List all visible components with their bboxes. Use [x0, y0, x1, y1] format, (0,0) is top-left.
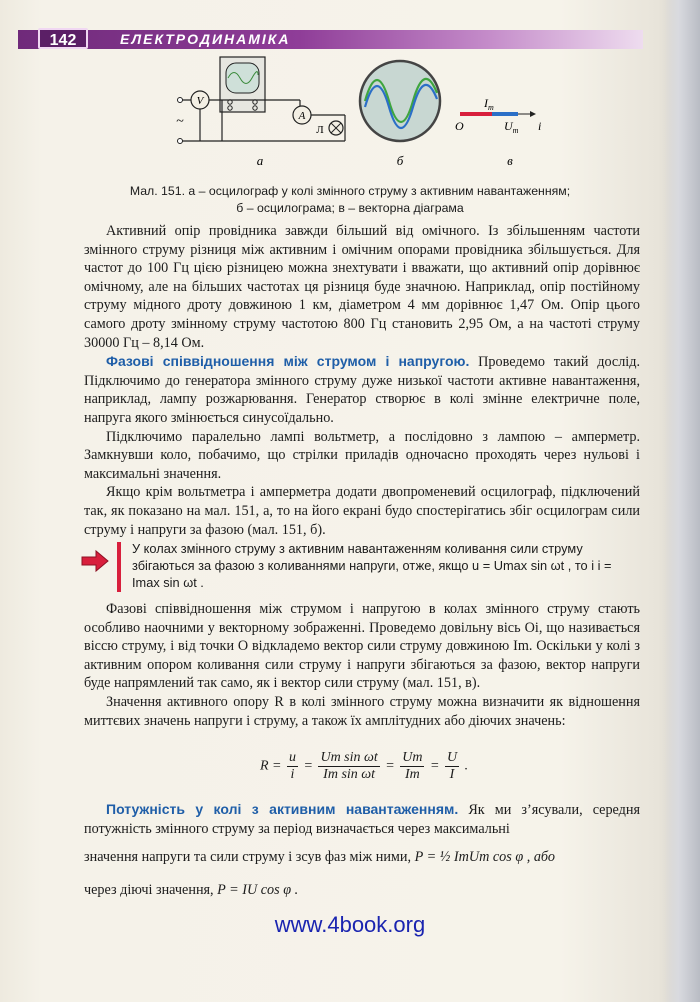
note-accent-bar	[117, 542, 121, 592]
figure-letter-c: в	[507, 153, 513, 168]
circuit-diagram	[176, 57, 345, 144]
paragraph-voltmeter: Підключимо паралельно лампі вольтметр, а послідовно з лампою – амперметр. Замкнувши коло, побачимо, що стрілки приладів одночасно проходять через нульові і максимальні значення.	[84, 428, 640, 482]
oscilloscope-screen	[226, 63, 259, 93]
note-text: У колах змінного струму з активним навантаженням коливання сили струму збігаються за фазою з коливаннями напруги, отже, якщо u = Umax sin ωt , то і i = Imax sin ωt .	[132, 541, 612, 590]
figure-letter-a: а	[256, 153, 264, 168]
lamp-label: Л	[316, 124, 324, 136]
oscillogram	[360, 61, 440, 141]
website-watermark: www.4book.org	[274, 912, 426, 937]
ammeter-label: A	[298, 110, 306, 122]
axis-label: i	[538, 119, 542, 133]
paragraph-effective-power	[84, 881, 640, 900]
section-title: ЕЛЕКТРОДИНАМІКА	[120, 31, 291, 47]
fraction-sin: $\frac{\text{Um sin ωt}}{\text{Im sin ωt}}$	[320, 750, 378, 782]
paragraph-power	[84, 800, 640, 838]
phase-experiment-text: Проведемо такий дослід. Підключимо до генератора змінного струму дуже низької частоти активне навантаження, наприклад, лампу розжарювання. Генератор створює в колі змінне електричне поле, напруга якого змінюється синусоїдально.	[84, 354, 640, 426]
fraction-effective: $\frac{U}{I}$	[446, 750, 458, 782]
current-vector-label: $I_m$	[484, 96, 494, 112]
effective-power-text: через діючі значення,	[84, 881, 214, 898]
heading-phase-relations: Фазові співвідношення між струмом і напругою.	[106, 353, 470, 370]
caption-line-1: Мал. 151. а – осцилограф у колі змінного струму з активним навантаженням;	[129, 184, 571, 198]
ac-source-symbol: ~	[176, 114, 184, 129]
paragraph-active-resistance: Значення активного опору R в колі змінного струму можна визначити як відношення миттєвих значень напруги і струму, а також їх амплітудних або діючих значень:	[84, 693, 640, 729]
power-formula-text: значення напруги та сили струму і зсув фаз між ними,	[84, 849, 412, 866]
vector-diagram	[455, 96, 541, 135]
figure-caption	[60, 183, 640, 217]
fraction-amplitudes: $\frac{Um}{Im}$	[402, 750, 423, 782]
key-note-box	[80, 540, 640, 596]
paragraph-vector: Фазові співвідношення між струмом і напругою в колах змінного струму стають особливо наочними у векторному зображенні. Проведемо довільну вісь Oi, що називається віссю струму, і від точки O відкладемо вектор сили струму довжиною Im. Оскільки у колі з активним опором коливання сили струму і напруги збігаються за фазою, вектор напруги буде напрямлений так само, як і вектор сили струму (мал. 151, в).	[84, 601, 640, 692]
formula-lhs: R =	[260, 758, 282, 774]
paragraph-oscillograph: Якщо крім вольтметра і амперметра додати двопроменевий осцилограф, підключений так, як показано на мал. 151, а, то на його екрані будо спостерігатись збіг осцилограм сили струму і напруги за фазою (мал. 151, б).	[84, 484, 640, 538]
heading-power: Потужність у колі з активним навантаженням.	[106, 801, 459, 817]
main-text-block-1	[84, 222, 640, 539]
resistance-formula: R = $\frac{u}{i}$ = $\frac{\text{Um sin ωt}}{\text{Im sin ωt}}$ = $\frac{Um}{Im}$ = $\frac{U}{I}$ .	[260, 750, 469, 782]
paragraph-resistance: Активний опір провідника завжди більший від омічного. Із збільшенням частоти змінного струму різниця між активним і омічним опорами провідника збільшується. Для частот до 100 Гц цією різницею можна знехтувати і вважати, що активний опір дорівнює омічному, але на більших частотах ця різниця буде значною. Наприклад, опір постійному струму мідного дроту довжиною 1 км, діаметром 4 мм дорівнює 1,47 Ом. Опір цього самого дроту змінному струму частотою 800 Гц становить 2,95 Ом, а на частоті струму 30000 Гц – 8,14 Ом.	[84, 223, 640, 351]
caption-line-2: б – осцилограма; в – векторна діаграма	[236, 201, 464, 215]
pointing-hand-icon	[80, 548, 110, 574]
oscillogram-screen	[360, 61, 440, 141]
voltage-vector-label: $U_m$	[504, 119, 519, 135]
power-text: Як ми з’ясували, середня потужність змінного струму за період визначається через максимальні	[84, 802, 640, 837]
effective-power-formula: P = IU cos φ .	[217, 881, 299, 898]
main-text-block-3	[84, 800, 640, 899]
figure-151	[160, 55, 560, 185]
page-number: 142	[38, 28, 88, 49]
paragraph-phase-experiment	[84, 352, 640, 427]
origin-label: O	[455, 119, 464, 133]
fraction-u-i: $\frac{u}{i}$	[289, 750, 296, 782]
page-edge-shadow	[664, 0, 700, 1002]
figure-letter-b: б	[396, 153, 404, 168]
power-formula: P = ½ ImUm cos φ , або	[414, 849, 555, 866]
paragraph-power-formula	[84, 848, 640, 867]
header-band	[18, 30, 643, 49]
main-text-block-2	[84, 600, 640, 730]
voltmeter-label: V	[196, 95, 204, 107]
